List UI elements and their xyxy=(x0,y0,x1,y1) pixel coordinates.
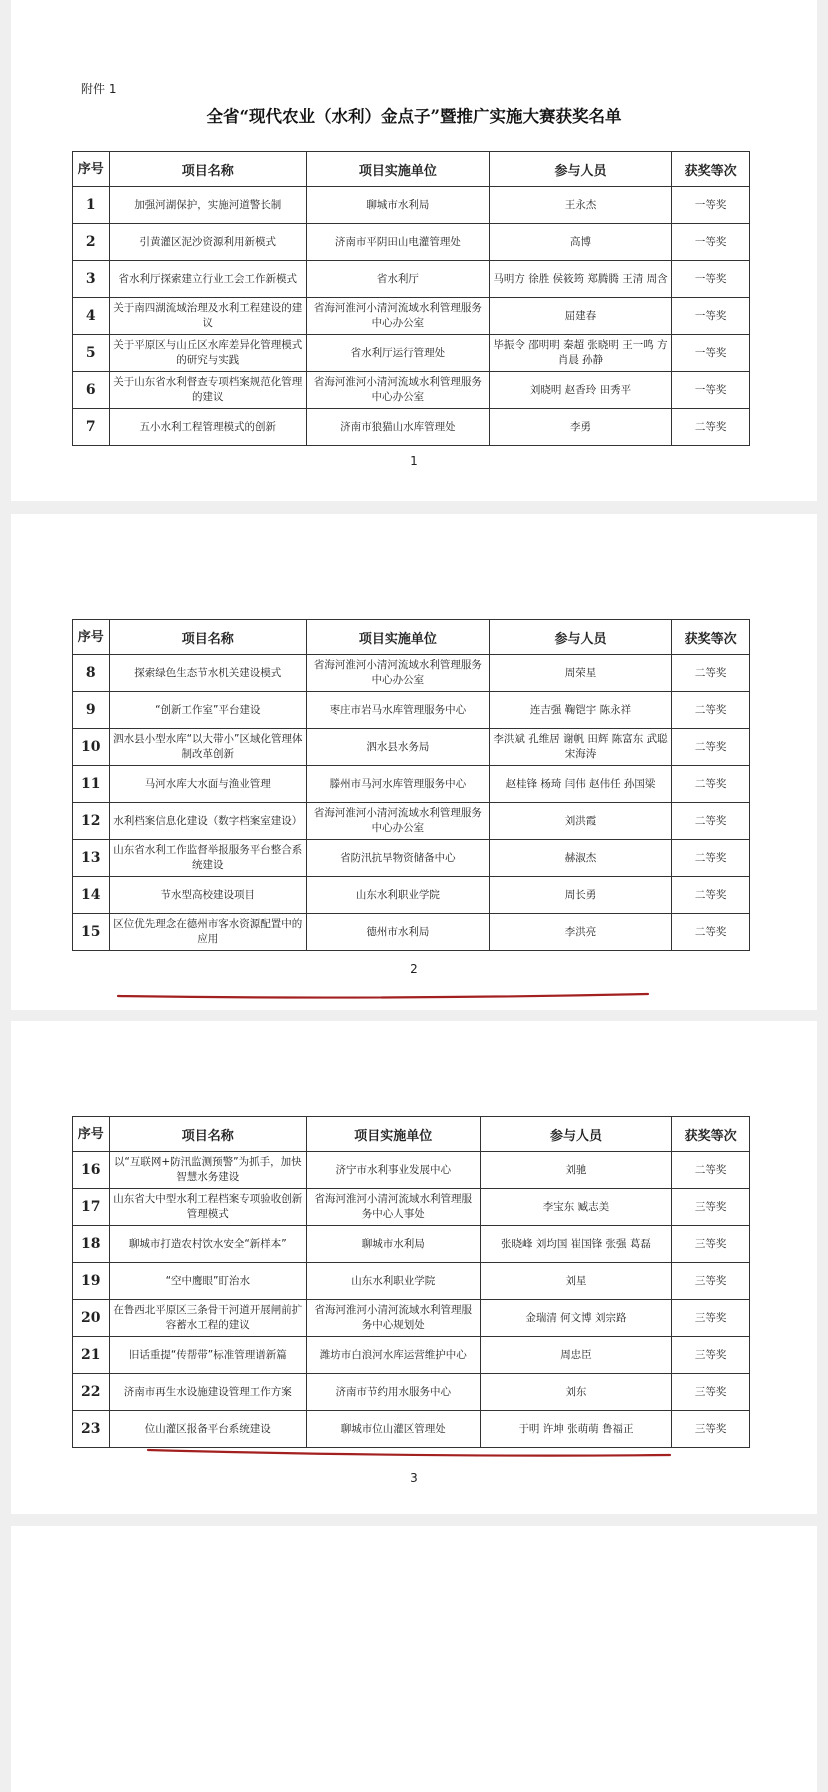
cell-participants: 张晓峰 刘均国 崔国锋 张强 葛磊 xyxy=(480,1226,672,1263)
cell-unit: 省海河淮河小清河流域水利管理服务中心办公室 xyxy=(307,655,490,692)
cell-participants: 周荣星 xyxy=(489,655,672,692)
cell-project-name: 引黄灌区泥沙资源利用新模式 xyxy=(109,224,307,261)
header-unit: 项目实施单位 xyxy=(307,1117,481,1152)
table-row xyxy=(73,1300,750,1337)
cell-seq: 4 xyxy=(73,298,110,335)
table-header xyxy=(73,620,750,655)
cell-unit: 省海河淮河小清河流域水利管理服务中心规划处 xyxy=(307,1300,481,1337)
cell-participants: 屈建春 xyxy=(489,298,672,335)
cell-award: 三等奖 xyxy=(672,1411,750,1448)
cell-award: 二等奖 xyxy=(672,766,750,803)
cell-project-name: 省水利厅探索建立行业工会工作新模式 xyxy=(109,261,307,298)
header-unit: 项目实施单位 xyxy=(307,152,490,187)
table-row xyxy=(73,1374,750,1411)
cell-participants: 王永杰 xyxy=(489,187,672,224)
cell-project-name: “创新工作室”平台建设 xyxy=(109,692,307,729)
table-row xyxy=(73,729,750,766)
cell-project-name: 济南市再生水设施建设管理工作方案 xyxy=(109,1374,307,1411)
cell-participants: 周长勇 xyxy=(489,877,672,914)
cell-unit: 省水利厅 xyxy=(307,261,490,298)
cell-participants: 毕振令 邵明明 秦超 张晓明 王一鸣 方肖晨 孙静 xyxy=(489,335,672,372)
cell-seq: 23 xyxy=(73,1411,110,1448)
document-title: 全省“现代农业（水利）金点子”暨推广实施大赛获奖名单 xyxy=(206,107,622,126)
table-row xyxy=(73,1263,750,1300)
header-unit: 项目实施单位 xyxy=(307,620,490,655)
table-row xyxy=(73,335,750,372)
cell-unit: 聊城市水利局 xyxy=(307,1226,481,1263)
cell-award: 三等奖 xyxy=(672,1226,750,1263)
table-body xyxy=(73,655,750,951)
cell-seq: 19 xyxy=(73,1263,110,1300)
cell-award: 三等奖 xyxy=(672,1189,750,1226)
cell-participants: 金瑞清 何文博 刘宗路 xyxy=(480,1300,672,1337)
cell-project-name: 探索绿色生态节水机关建设模式 xyxy=(109,655,307,692)
cell-participants: 刘星 xyxy=(480,1263,672,1300)
cell-unit: 聊城市位山灌区管理处 xyxy=(307,1411,481,1448)
cell-seq: 20 xyxy=(73,1300,110,1337)
header-project-name: 项目名称 xyxy=(109,1117,307,1152)
cell-seq: 17 xyxy=(73,1189,110,1226)
table-body xyxy=(73,187,750,446)
cell-seq: 14 xyxy=(73,877,110,914)
table-header xyxy=(73,1117,750,1152)
cell-participants: 周忠臣 xyxy=(480,1337,672,1374)
cell-seq: 5 xyxy=(73,335,110,372)
cell-award: 一等奖 xyxy=(672,224,750,261)
cell-project-name: 聊城市打造农村饮水安全“新样本” xyxy=(109,1226,307,1263)
cell-seq: 7 xyxy=(73,409,110,446)
header-seq: 序号 xyxy=(73,1117,110,1152)
cell-award: 二等奖 xyxy=(672,655,750,692)
table-row xyxy=(73,1152,750,1189)
cell-award: 一等奖 xyxy=(672,372,750,409)
page-number: 3 xyxy=(410,1471,418,1485)
cell-unit: 山东水利职业学院 xyxy=(307,877,490,914)
document-page-4 xyxy=(11,1526,817,1792)
document-page-2 xyxy=(11,514,817,1010)
table-row xyxy=(73,692,750,729)
cell-seq: 22 xyxy=(73,1374,110,1411)
cell-award: 三等奖 xyxy=(672,1300,750,1337)
cell-seq: 13 xyxy=(73,840,110,877)
cell-project-name: 加强河湖保护，实施河道警长制 xyxy=(109,187,307,224)
table-row xyxy=(73,224,750,261)
header-participants: 参与人员 xyxy=(489,152,672,187)
cell-award: 一等奖 xyxy=(672,335,750,372)
cell-participants: 刘洪霞 xyxy=(489,803,672,840)
cell-project-name: 关于南四湖流域治理及水利工程建设的建议 xyxy=(109,298,307,335)
cell-seq: 6 xyxy=(73,372,110,409)
cell-unit: 省海河淮河小清河流域水利管理服务中心办公室 xyxy=(307,372,490,409)
cell-unit: 省海河淮河小清河流域水利管理服务中心办公室 xyxy=(307,298,490,335)
cell-seq: 16 xyxy=(73,1152,110,1189)
header-award: 获奖等次 xyxy=(672,1117,750,1152)
table-row xyxy=(73,261,750,298)
table-row xyxy=(73,187,750,224)
header-row xyxy=(73,1117,750,1152)
header-row xyxy=(73,152,750,187)
table-row xyxy=(73,372,750,409)
table-row xyxy=(73,914,750,951)
cell-participants: 于明 许坤 张萌萌 鲁福正 xyxy=(480,1411,672,1448)
cell-participants: 刘驰 xyxy=(480,1152,672,1189)
table-header xyxy=(73,152,750,187)
header-row xyxy=(73,620,750,655)
header-project-name: 项目名称 xyxy=(109,152,307,187)
cell-participants: 李洪亮 xyxy=(489,914,672,951)
table-row xyxy=(73,803,750,840)
cell-participants: 李洪斌 孔维居 谢帆 田辉 陈富东 武聪 宋海涛 xyxy=(489,729,672,766)
table-row xyxy=(73,1226,750,1263)
cell-unit: 省海河淮河小清河流域水利管理服务中心办公室 xyxy=(307,803,490,840)
header-project-name: 项目名称 xyxy=(109,620,307,655)
cell-unit: 德州市水利局 xyxy=(307,914,490,951)
table-row xyxy=(73,1337,750,1374)
cell-participants: 马明方 徐胜 侯筱筠 郑腾腾 王清 周含 xyxy=(489,261,672,298)
cell-award: 二等奖 xyxy=(672,692,750,729)
cell-project-name: 区位优先理念在德州市客水资源配置中的应用 xyxy=(109,914,307,951)
cell-unit: 济南市节约用水服务中心 xyxy=(307,1374,481,1411)
document-page-3 xyxy=(11,1021,817,1514)
cell-award: 二等奖 xyxy=(672,409,750,446)
header-seq: 序号 xyxy=(73,152,110,187)
cell-unit: 省水利厅运行管理处 xyxy=(307,335,490,372)
table-row xyxy=(73,1411,750,1448)
cell-participants: 赵桂锋 杨琦 闫伟 赵伟任 孙国梁 xyxy=(489,766,672,803)
cell-participants: 李勇 xyxy=(489,409,672,446)
header-participants: 参与人员 xyxy=(489,620,672,655)
cell-award: 二等奖 xyxy=(672,840,750,877)
cell-seq: 15 xyxy=(73,914,110,951)
cell-award: 一等奖 xyxy=(672,298,750,335)
cell-award: 三等奖 xyxy=(672,1337,750,1374)
attachment-label: 附件 1 xyxy=(81,82,117,96)
cell-award: 二等奖 xyxy=(672,803,750,840)
cell-seq: 9 xyxy=(73,692,110,729)
table-row xyxy=(73,298,750,335)
award-table xyxy=(72,1116,750,1448)
page-number: 1 xyxy=(410,454,418,468)
table-row xyxy=(73,409,750,446)
table-body xyxy=(73,1152,750,1448)
cell-unit: 山东水利职业学院 xyxy=(307,1263,481,1300)
cell-seq: 18 xyxy=(73,1226,110,1263)
cell-award: 二等奖 xyxy=(672,914,750,951)
cell-seq: 8 xyxy=(73,655,110,692)
header-award: 获奖等次 xyxy=(672,620,750,655)
cell-project-name: “空中鹰眼”盯治水 xyxy=(109,1263,307,1300)
cell-award: 一等奖 xyxy=(672,261,750,298)
table-row xyxy=(73,655,750,692)
cell-project-name: 节水型高校建设项目 xyxy=(109,877,307,914)
table-row xyxy=(73,877,750,914)
cell-project-name: 山东省大中型水利工程档案专项验收创新管理模式 xyxy=(109,1189,307,1226)
cell-project-name: 山东省水利工作监督举报服务平台整合系统建设 xyxy=(109,840,307,877)
cell-award: 二等奖 xyxy=(672,729,750,766)
cell-participants: 刘东 xyxy=(480,1374,672,1411)
cell-unit: 济南市狼猫山水库管理处 xyxy=(307,409,490,446)
cell-participants: 高博 xyxy=(489,224,672,261)
cell-project-name: 关于平原区与山丘区水库差异化管理模式的研究与实践 xyxy=(109,335,307,372)
cell-award: 二等奖 xyxy=(672,1152,750,1189)
header-seq: 序号 xyxy=(73,620,110,655)
cell-participants: 李宝东 臧志美 xyxy=(480,1189,672,1226)
cell-project-name: 以“互联网+防汛监测预警”为抓手，加快智慧水务建设 xyxy=(109,1152,307,1189)
cell-unit: 济南市平阴田山电灌管理处 xyxy=(307,224,490,261)
cell-unit: 聊城市水利局 xyxy=(307,187,490,224)
cell-unit: 潍坊市白浪河水库运营维护中心 xyxy=(307,1337,481,1374)
cell-project-name: 马河水库大水面与渔业管理 xyxy=(109,766,307,803)
cell-unit: 省防汛抗旱物资储备中心 xyxy=(307,840,490,877)
cell-project-name: 泗水县小型水库“以大带小”区域化管理体制改革创新 xyxy=(109,729,307,766)
cell-seq: 11 xyxy=(73,766,110,803)
cell-seq: 3 xyxy=(73,261,110,298)
cell-seq: 1 xyxy=(73,187,110,224)
table-row xyxy=(73,766,750,803)
cell-project-name: 旧话重提“传帮带”标准管理谱新篇 xyxy=(109,1337,307,1374)
cell-participants: 连吉强 鞠铠宇 陈永祥 xyxy=(489,692,672,729)
cell-seq: 2 xyxy=(73,224,110,261)
table-row xyxy=(73,1189,750,1226)
document-page-1 xyxy=(11,0,817,501)
cell-unit: 省海河淮河小清河流域水利管理服务中心人事处 xyxy=(307,1189,481,1226)
cell-seq: 10 xyxy=(73,729,110,766)
cell-unit: 济宁市水利事业发展中心 xyxy=(307,1152,481,1189)
award-table xyxy=(72,151,750,446)
cell-project-name: 位山灌区报备平台系统建设 xyxy=(109,1411,307,1448)
cell-award: 一等奖 xyxy=(672,187,750,224)
cell-project-name: 在鲁西北平原区三条骨干河道开展闸前扩容蓄水工程的建议 xyxy=(109,1300,307,1337)
cell-participants: 赫淑杰 xyxy=(489,840,672,877)
cell-award: 三等奖 xyxy=(672,1374,750,1411)
award-table xyxy=(72,619,750,951)
cell-seq: 12 xyxy=(73,803,110,840)
cell-project-name: 水利档案信息化建设（数字档案室建设） xyxy=(109,803,307,840)
header-participants: 参与人员 xyxy=(480,1117,672,1152)
page-number: 2 xyxy=(410,962,418,976)
cell-unit: 枣庄市岩马水库管理服务中心 xyxy=(307,692,490,729)
cell-unit: 滕州市马河水库管理服务中心 xyxy=(307,766,490,803)
cell-project-name: 五小水利工程管理模式的创新 xyxy=(109,409,307,446)
cell-unit: 泗水县水务局 xyxy=(307,729,490,766)
cell-project-name: 关于山东省水利督查专项档案规范化管理的建议 xyxy=(109,372,307,409)
cell-award: 二等奖 xyxy=(672,877,750,914)
cell-participants: 刘晓明 赵香玲 田秀平 xyxy=(489,372,672,409)
header-award: 获奖等次 xyxy=(672,152,750,187)
cell-seq: 21 xyxy=(73,1337,110,1374)
cell-award: 三等奖 xyxy=(672,1263,750,1300)
table-row xyxy=(73,840,750,877)
